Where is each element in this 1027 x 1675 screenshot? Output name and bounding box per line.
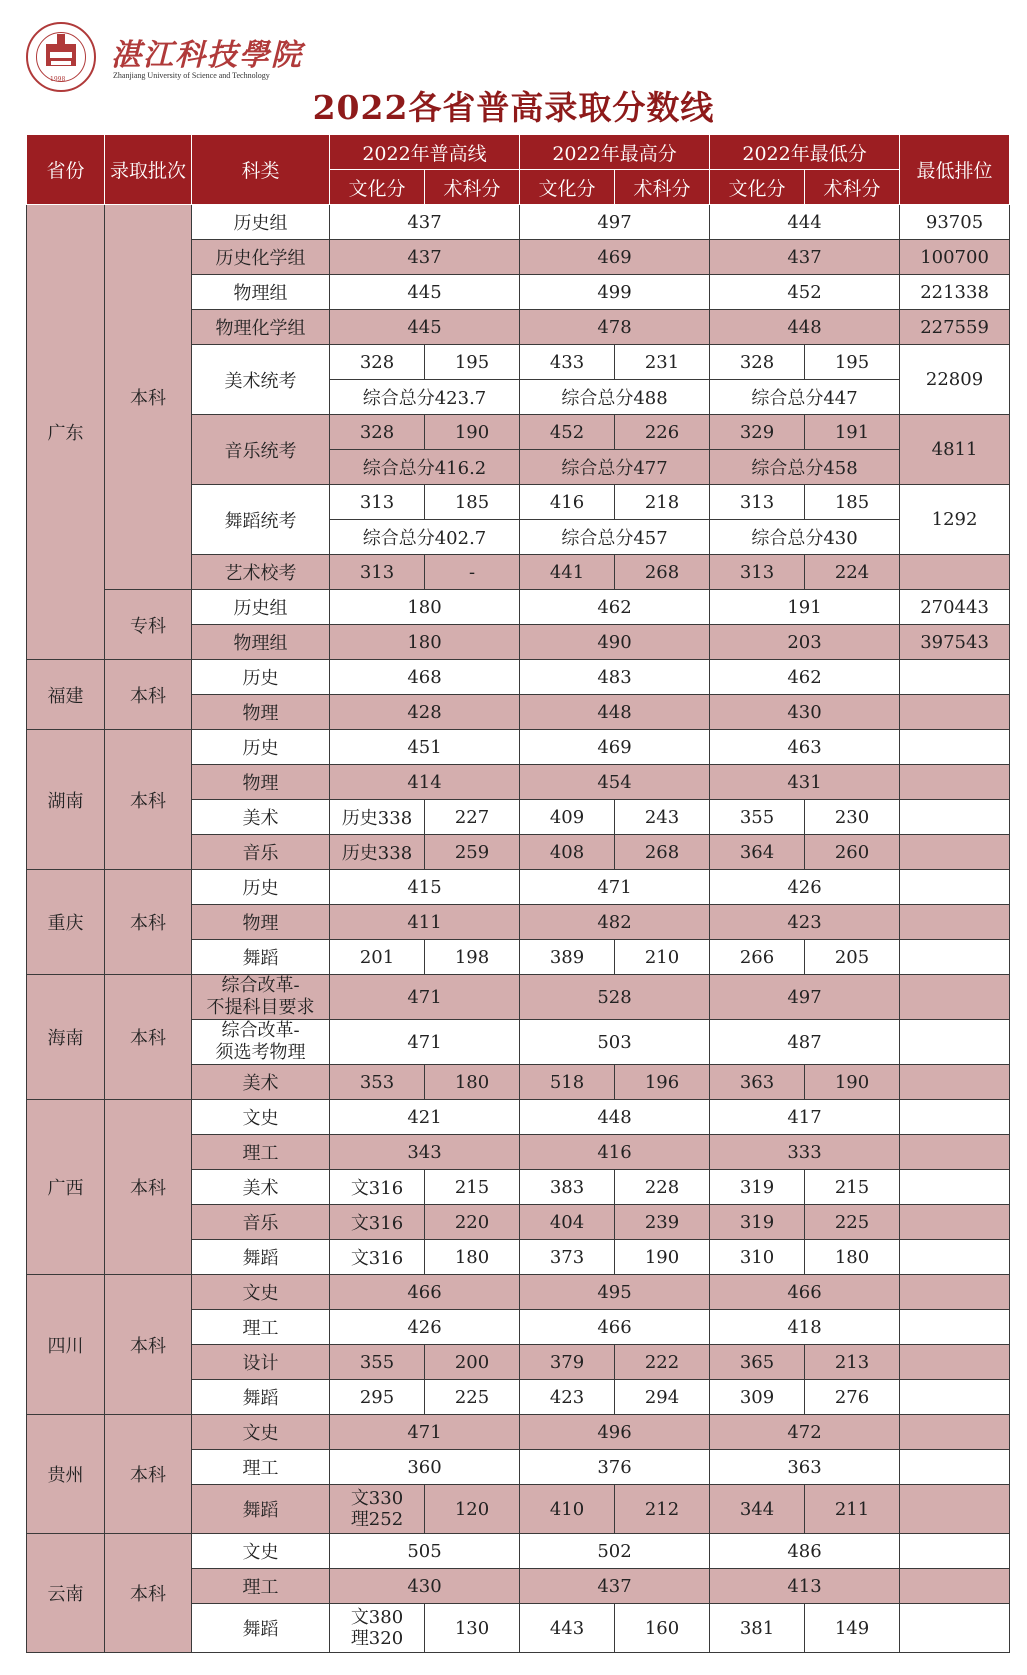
min-culture-cell: 313 (710, 555, 805, 590)
header-subject: 科类 (192, 135, 330, 205)
rank-cell: 270443 (900, 590, 1010, 625)
line-culture-cell: 文330 理252 (330, 1485, 425, 1534)
min-cell: 444 (710, 205, 900, 240)
min-art-cell: 225 (805, 1205, 900, 1240)
subject-cell: 理工 (192, 1310, 330, 1345)
min-culture-cell: 364 (710, 835, 805, 870)
rank-cell (900, 660, 1010, 695)
subject-cell: 美术 (192, 1065, 330, 1100)
min-culture-cell: 328 (710, 345, 805, 380)
max-culture-cell: 433 (520, 345, 615, 380)
line-culture-cell: 文380 理320 (330, 1604, 425, 1653)
min-art-cell: 149 (805, 1604, 900, 1653)
line-culture-cell: 历史338 (330, 835, 425, 870)
max-cell: 495 (520, 1275, 710, 1310)
max-art-cell: 210 (615, 940, 710, 975)
max-art-cell: 228 (615, 1170, 710, 1205)
max-cell: 496 (520, 1415, 710, 1450)
subject-cell: 物理组 (192, 275, 330, 310)
header-art: 术科分 (425, 170, 520, 205)
subject-cell: 历史化学组 (192, 240, 330, 275)
rank-cell (900, 1170, 1010, 1205)
batch-cell: 本科 (105, 975, 192, 1100)
table-row (27, 1100, 1010, 1135)
province-cell: 福建 (27, 660, 105, 730)
min-art-cell: 224 (805, 555, 900, 590)
table-row (27, 1275, 1010, 1310)
subject-cell: 文史 (192, 1415, 330, 1450)
subject-cell: 综合改革- 不提科目要求 (192, 975, 330, 1020)
rank-cell (900, 870, 1010, 905)
min-cell: 203 (710, 625, 900, 660)
table-row (27, 975, 1010, 1020)
line-culture-cell: 201 (330, 940, 425, 975)
header-culture: 文化分 (520, 170, 615, 205)
province-cell: 广西 (27, 1100, 105, 1275)
min-cell: 333 (710, 1135, 900, 1170)
subject-cell: 文史 (192, 1534, 330, 1569)
rank-cell (900, 1240, 1010, 1275)
line-cell: 471 (330, 1415, 520, 1450)
subject-cell: 设计 (192, 1345, 330, 1380)
school-name-cn: 湛江科技學院 (111, 38, 303, 73)
subject-cell: 理工 (192, 1450, 330, 1485)
rank-cell (900, 835, 1010, 870)
max-cell: 499 (520, 275, 710, 310)
max-cell: 528 (520, 975, 710, 1020)
line-culture-cell: 353 (330, 1065, 425, 1100)
max-cell: 497 (520, 205, 710, 240)
rank-cell: 22809 (900, 345, 1010, 415)
rank-cell (900, 800, 1010, 835)
max-art-cell: 226 (615, 415, 710, 450)
min-art-cell: 191 (805, 415, 900, 450)
line-cell: 445 (330, 310, 520, 345)
batch-cell: 本科 (105, 205, 192, 590)
min-culture-cell: 319 (710, 1170, 805, 1205)
max-cell: 469 (520, 730, 710, 765)
subject-cell: 理工 (192, 1135, 330, 1170)
subject-cell: 物理 (192, 695, 330, 730)
header-art: 术科分 (805, 170, 900, 205)
min-cell: 486 (710, 1534, 900, 1569)
rank-cell: 4811 (900, 415, 1010, 485)
line-art-cell: 225 (425, 1380, 520, 1415)
min-cell: 497 (710, 975, 900, 1020)
rank-cell (900, 1534, 1010, 1569)
line-cell: 180 (330, 590, 520, 625)
max-cell: 503 (520, 1020, 710, 1065)
rank-cell (900, 940, 1010, 975)
subject-cell: 美术统考 (192, 345, 330, 415)
batch-cell: 本科 (105, 660, 192, 730)
min-cell: 463 (710, 730, 900, 765)
min-culture-cell: 309 (710, 1380, 805, 1415)
max-culture-cell: 518 (520, 1065, 615, 1100)
line-cell: 437 (330, 205, 520, 240)
rank-cell: 397543 (900, 625, 1010, 660)
min-art-cell: 180 (805, 1240, 900, 1275)
province-cell: 四川 (27, 1275, 105, 1415)
subject-cell: 舞蹈 (192, 940, 330, 975)
subject-cell: 舞蹈 (192, 1485, 330, 1534)
line-cell: 415 (330, 870, 520, 905)
line-culture-cell: 313 (330, 555, 425, 590)
subject-cell: 综合改革- 须选考物理 (192, 1020, 330, 1065)
subject-cell: 美术 (192, 800, 330, 835)
subject-cell: 艺术校考 (192, 555, 330, 590)
rank-cell (900, 730, 1010, 765)
header-province: 省份 (27, 135, 105, 205)
max-cell: 483 (520, 660, 710, 695)
table-row (27, 660, 1010, 695)
subject-cell: 舞蹈 (192, 1380, 330, 1415)
min-art-cell: 276 (805, 1380, 900, 1415)
min-cell: 437 (710, 240, 900, 275)
rank-cell (900, 1135, 1010, 1170)
admission-score-table (26, 134, 1010, 1653)
max-art-cell: 222 (615, 1345, 710, 1380)
line-total-cell: 综合总分416.2 (330, 450, 520, 485)
line-total-cell: 综合总分402.7 (330, 520, 520, 555)
header-min-rank: 最低排位 (900, 135, 1010, 205)
max-art-cell: 212 (615, 1485, 710, 1534)
max-art-cell: 196 (615, 1065, 710, 1100)
rank-cell (900, 765, 1010, 800)
table-row (27, 590, 1010, 625)
max-culture-cell: 452 (520, 415, 615, 450)
subject-cell: 历史 (192, 870, 330, 905)
max-art-cell: 294 (615, 1380, 710, 1415)
line-cell: 471 (330, 975, 520, 1020)
min-culture-cell: 319 (710, 1205, 805, 1240)
line-cell: 428 (330, 695, 520, 730)
min-art-cell: 185 (805, 485, 900, 520)
province-cell: 重庆 (27, 870, 105, 975)
line-cell: 180 (330, 625, 520, 660)
header-art: 术科分 (615, 170, 710, 205)
line-cell: 411 (330, 905, 520, 940)
line-culture-cell: 文316 (330, 1240, 425, 1275)
max-art-cell: 190 (615, 1240, 710, 1275)
subject-cell: 历史组 (192, 205, 330, 240)
province-cell: 湖南 (27, 730, 105, 870)
min-total-cell: 综合总分447 (710, 380, 900, 415)
min-cell: 418 (710, 1310, 900, 1345)
subject-cell: 理工 (192, 1569, 330, 1604)
rank-cell (900, 1275, 1010, 1310)
min-art-cell: 195 (805, 345, 900, 380)
rank-cell (900, 1450, 1010, 1485)
rank-cell (900, 975, 1010, 1020)
max-culture-cell: 379 (520, 1345, 615, 1380)
max-cell: 448 (520, 1100, 710, 1135)
min-cell: 426 (710, 870, 900, 905)
max-cell: 454 (520, 765, 710, 800)
school-seal-logo: 1998 (26, 22, 96, 92)
line-culture-cell: 文316 (330, 1205, 425, 1240)
max-art-cell: 218 (615, 485, 710, 520)
rank-cell (900, 1415, 1010, 1450)
max-art-cell: 160 (615, 1604, 710, 1653)
line-art-cell: 180 (425, 1065, 520, 1100)
rank-cell (900, 905, 1010, 940)
line-art-cell: 227 (425, 800, 520, 835)
table-row (27, 205, 1010, 240)
max-culture-cell: 383 (520, 1170, 615, 1205)
min-art-cell: 230 (805, 800, 900, 835)
min-art-cell: 205 (805, 940, 900, 975)
line-art-cell: 130 (425, 1604, 520, 1653)
line-art-cell: 190 (425, 415, 520, 450)
line-cell: 437 (330, 240, 520, 275)
subject-cell: 舞蹈 (192, 1604, 330, 1653)
table-row (27, 1534, 1010, 1569)
min-cell: 452 (710, 275, 900, 310)
rank-cell (900, 695, 1010, 730)
batch-cell: 专科 (105, 590, 192, 660)
min-art-cell: 213 (805, 1345, 900, 1380)
max-total-cell: 综合总分477 (520, 450, 710, 485)
line-cell: 445 (330, 275, 520, 310)
min-cell: 462 (710, 660, 900, 695)
min-art-cell: 190 (805, 1065, 900, 1100)
min-cell: 413 (710, 1569, 900, 1604)
min-cell: 430 (710, 695, 900, 730)
line-cell: 426 (330, 1310, 520, 1345)
rank-cell (900, 1345, 1010, 1380)
subject-cell: 音乐统考 (192, 415, 330, 485)
rank-cell (900, 1205, 1010, 1240)
rank-cell (900, 1020, 1010, 1065)
min-art-cell: 211 (805, 1485, 900, 1534)
batch-cell: 本科 (105, 1534, 192, 1653)
subject-cell: 物理化学组 (192, 310, 330, 345)
rank-cell (900, 1569, 1010, 1604)
rank-cell (900, 1065, 1010, 1100)
max-total-cell: 综合总分457 (520, 520, 710, 555)
rank-cell: 221338 (900, 275, 1010, 310)
max-cell: 466 (520, 1310, 710, 1345)
max-culture-cell: 408 (520, 835, 615, 870)
subject-cell: 历史 (192, 660, 330, 695)
max-total-cell: 综合总分488 (520, 380, 710, 415)
max-culture-cell: 416 (520, 485, 615, 520)
rank-cell (900, 1485, 1010, 1534)
line-culture-cell: 295 (330, 1380, 425, 1415)
rank-cell: 100700 (900, 240, 1010, 275)
min-cell: 472 (710, 1415, 900, 1450)
line-art-cell: 220 (425, 1205, 520, 1240)
table-row (27, 870, 1010, 905)
subject-cell: 物理 (192, 905, 330, 940)
province-cell: 广东 (27, 205, 105, 660)
subject-cell: 舞蹈统考 (192, 485, 330, 555)
max-culture-cell: 404 (520, 1205, 615, 1240)
min-culture-cell: 344 (710, 1485, 805, 1534)
table-row (27, 1415, 1010, 1450)
subject-cell: 音乐 (192, 1205, 330, 1240)
subject-cell: 音乐 (192, 835, 330, 870)
header-min-group: 2022年最低分 (710, 135, 900, 170)
line-culture-cell: 355 (330, 1345, 425, 1380)
max-cell: 490 (520, 625, 710, 660)
max-art-cell: 239 (615, 1205, 710, 1240)
province-cell: 海南 (27, 975, 105, 1100)
line-cell: 471 (330, 1020, 520, 1065)
min-total-cell: 综合总分430 (710, 520, 900, 555)
line-art-cell: 198 (425, 940, 520, 975)
max-cell: 448 (520, 695, 710, 730)
subject-cell: 文史 (192, 1275, 330, 1310)
subject-cell: 历史 (192, 730, 330, 765)
min-cell: 363 (710, 1450, 900, 1485)
line-cell: 466 (330, 1275, 520, 1310)
min-culture-cell: 381 (710, 1604, 805, 1653)
batch-cell: 本科 (105, 870, 192, 975)
page-title: 2022各省普高录取分数线 (312, 88, 715, 127)
min-cell: 423 (710, 905, 900, 940)
subject-cell: 文史 (192, 1100, 330, 1135)
line-art-cell: - (425, 555, 520, 590)
line-art-cell: 200 (425, 1345, 520, 1380)
max-culture-cell: 389 (520, 940, 615, 975)
line-art-cell: 215 (425, 1170, 520, 1205)
table-row (27, 730, 1010, 765)
batch-cell: 本科 (105, 1100, 192, 1275)
max-cell: 416 (520, 1135, 710, 1170)
max-cell: 437 (520, 1569, 710, 1604)
subject-cell: 美术 (192, 1170, 330, 1205)
province-cell: 贵州 (27, 1415, 105, 1534)
max-culture-cell: 443 (520, 1604, 615, 1653)
min-art-cell: 215 (805, 1170, 900, 1205)
max-culture-cell: 409 (520, 800, 615, 835)
max-culture-cell: 410 (520, 1485, 615, 1534)
header-batch: 录取批次 (105, 135, 192, 205)
max-cell: 376 (520, 1450, 710, 1485)
max-culture-cell: 441 (520, 555, 615, 590)
rank-cell: 93705 (900, 205, 1010, 240)
subject-cell: 物理组 (192, 625, 330, 660)
rank-cell (900, 1100, 1010, 1135)
line-culture-cell: 历史338 (330, 800, 425, 835)
max-cell: 469 (520, 240, 710, 275)
max-cell: 478 (520, 310, 710, 345)
max-art-cell: 231 (615, 345, 710, 380)
rank-cell (900, 555, 1010, 590)
line-cell: 451 (330, 730, 520, 765)
line-cell: 414 (330, 765, 520, 800)
rank-cell (900, 1310, 1010, 1345)
batch-cell: 本科 (105, 1275, 192, 1415)
max-culture-cell: 373 (520, 1240, 615, 1275)
max-art-cell: 243 (615, 800, 710, 835)
min-culture-cell: 313 (710, 485, 805, 520)
batch-cell: 本科 (105, 1415, 192, 1534)
line-art-cell: 180 (425, 1240, 520, 1275)
header-max-group: 2022年最高分 (520, 135, 710, 170)
line-cell: 505 (330, 1534, 520, 1569)
min-art-cell: 260 (805, 835, 900, 870)
line-art-cell: 259 (425, 835, 520, 870)
province-cell: 云南 (27, 1534, 105, 1653)
line-cell: 430 (330, 1569, 520, 1604)
rank-cell (900, 1380, 1010, 1415)
min-cell: 191 (710, 590, 900, 625)
line-art-cell: 120 (425, 1485, 520, 1534)
min-total-cell: 综合总分458 (710, 450, 900, 485)
min-culture-cell: 266 (710, 940, 805, 975)
header-culture: 文化分 (330, 170, 425, 205)
min-cell: 466 (710, 1275, 900, 1310)
rank-cell: 1292 (900, 485, 1010, 555)
line-total-cell: 综合总分423.7 (330, 380, 520, 415)
rank-cell: 227559 (900, 310, 1010, 345)
max-cell: 482 (520, 905, 710, 940)
line-art-cell: 195 (425, 345, 520, 380)
line-cell: 421 (330, 1100, 520, 1135)
max-cell: 471 (520, 870, 710, 905)
line-cell: 343 (330, 1135, 520, 1170)
subject-cell: 舞蹈 (192, 1240, 330, 1275)
rank-cell (900, 1604, 1010, 1653)
max-art-cell: 268 (615, 555, 710, 590)
subject-cell: 物理 (192, 765, 330, 800)
line-culture-cell: 文316 (330, 1170, 425, 1205)
line-cell: 468 (330, 660, 520, 695)
min-culture-cell: 329 (710, 415, 805, 450)
batch-cell: 本科 (105, 730, 192, 870)
max-culture-cell: 423 (520, 1380, 615, 1415)
line-art-cell: 185 (425, 485, 520, 520)
header-line-group: 2022年普高线 (330, 135, 520, 170)
max-art-cell: 268 (615, 835, 710, 870)
min-cell: 417 (710, 1100, 900, 1135)
line-culture-cell: 313 (330, 485, 425, 520)
min-culture-cell: 310 (710, 1240, 805, 1275)
subject-cell: 历史组 (192, 590, 330, 625)
line-culture-cell: 328 (330, 415, 425, 450)
min-cell: 448 (710, 310, 900, 345)
line-culture-cell: 328 (330, 345, 425, 380)
min-cell: 487 (710, 1020, 900, 1065)
min-cell: 431 (710, 765, 900, 800)
min-culture-cell: 365 (710, 1345, 805, 1380)
min-culture-cell: 355 (710, 800, 805, 835)
max-cell: 502 (520, 1534, 710, 1569)
line-cell: 360 (330, 1450, 520, 1485)
school-name-en: Zhanjiang University of Science and Technology (113, 71, 270, 80)
max-cell: 462 (520, 590, 710, 625)
header-culture: 文化分 (710, 170, 805, 205)
min-culture-cell: 363 (710, 1065, 805, 1100)
